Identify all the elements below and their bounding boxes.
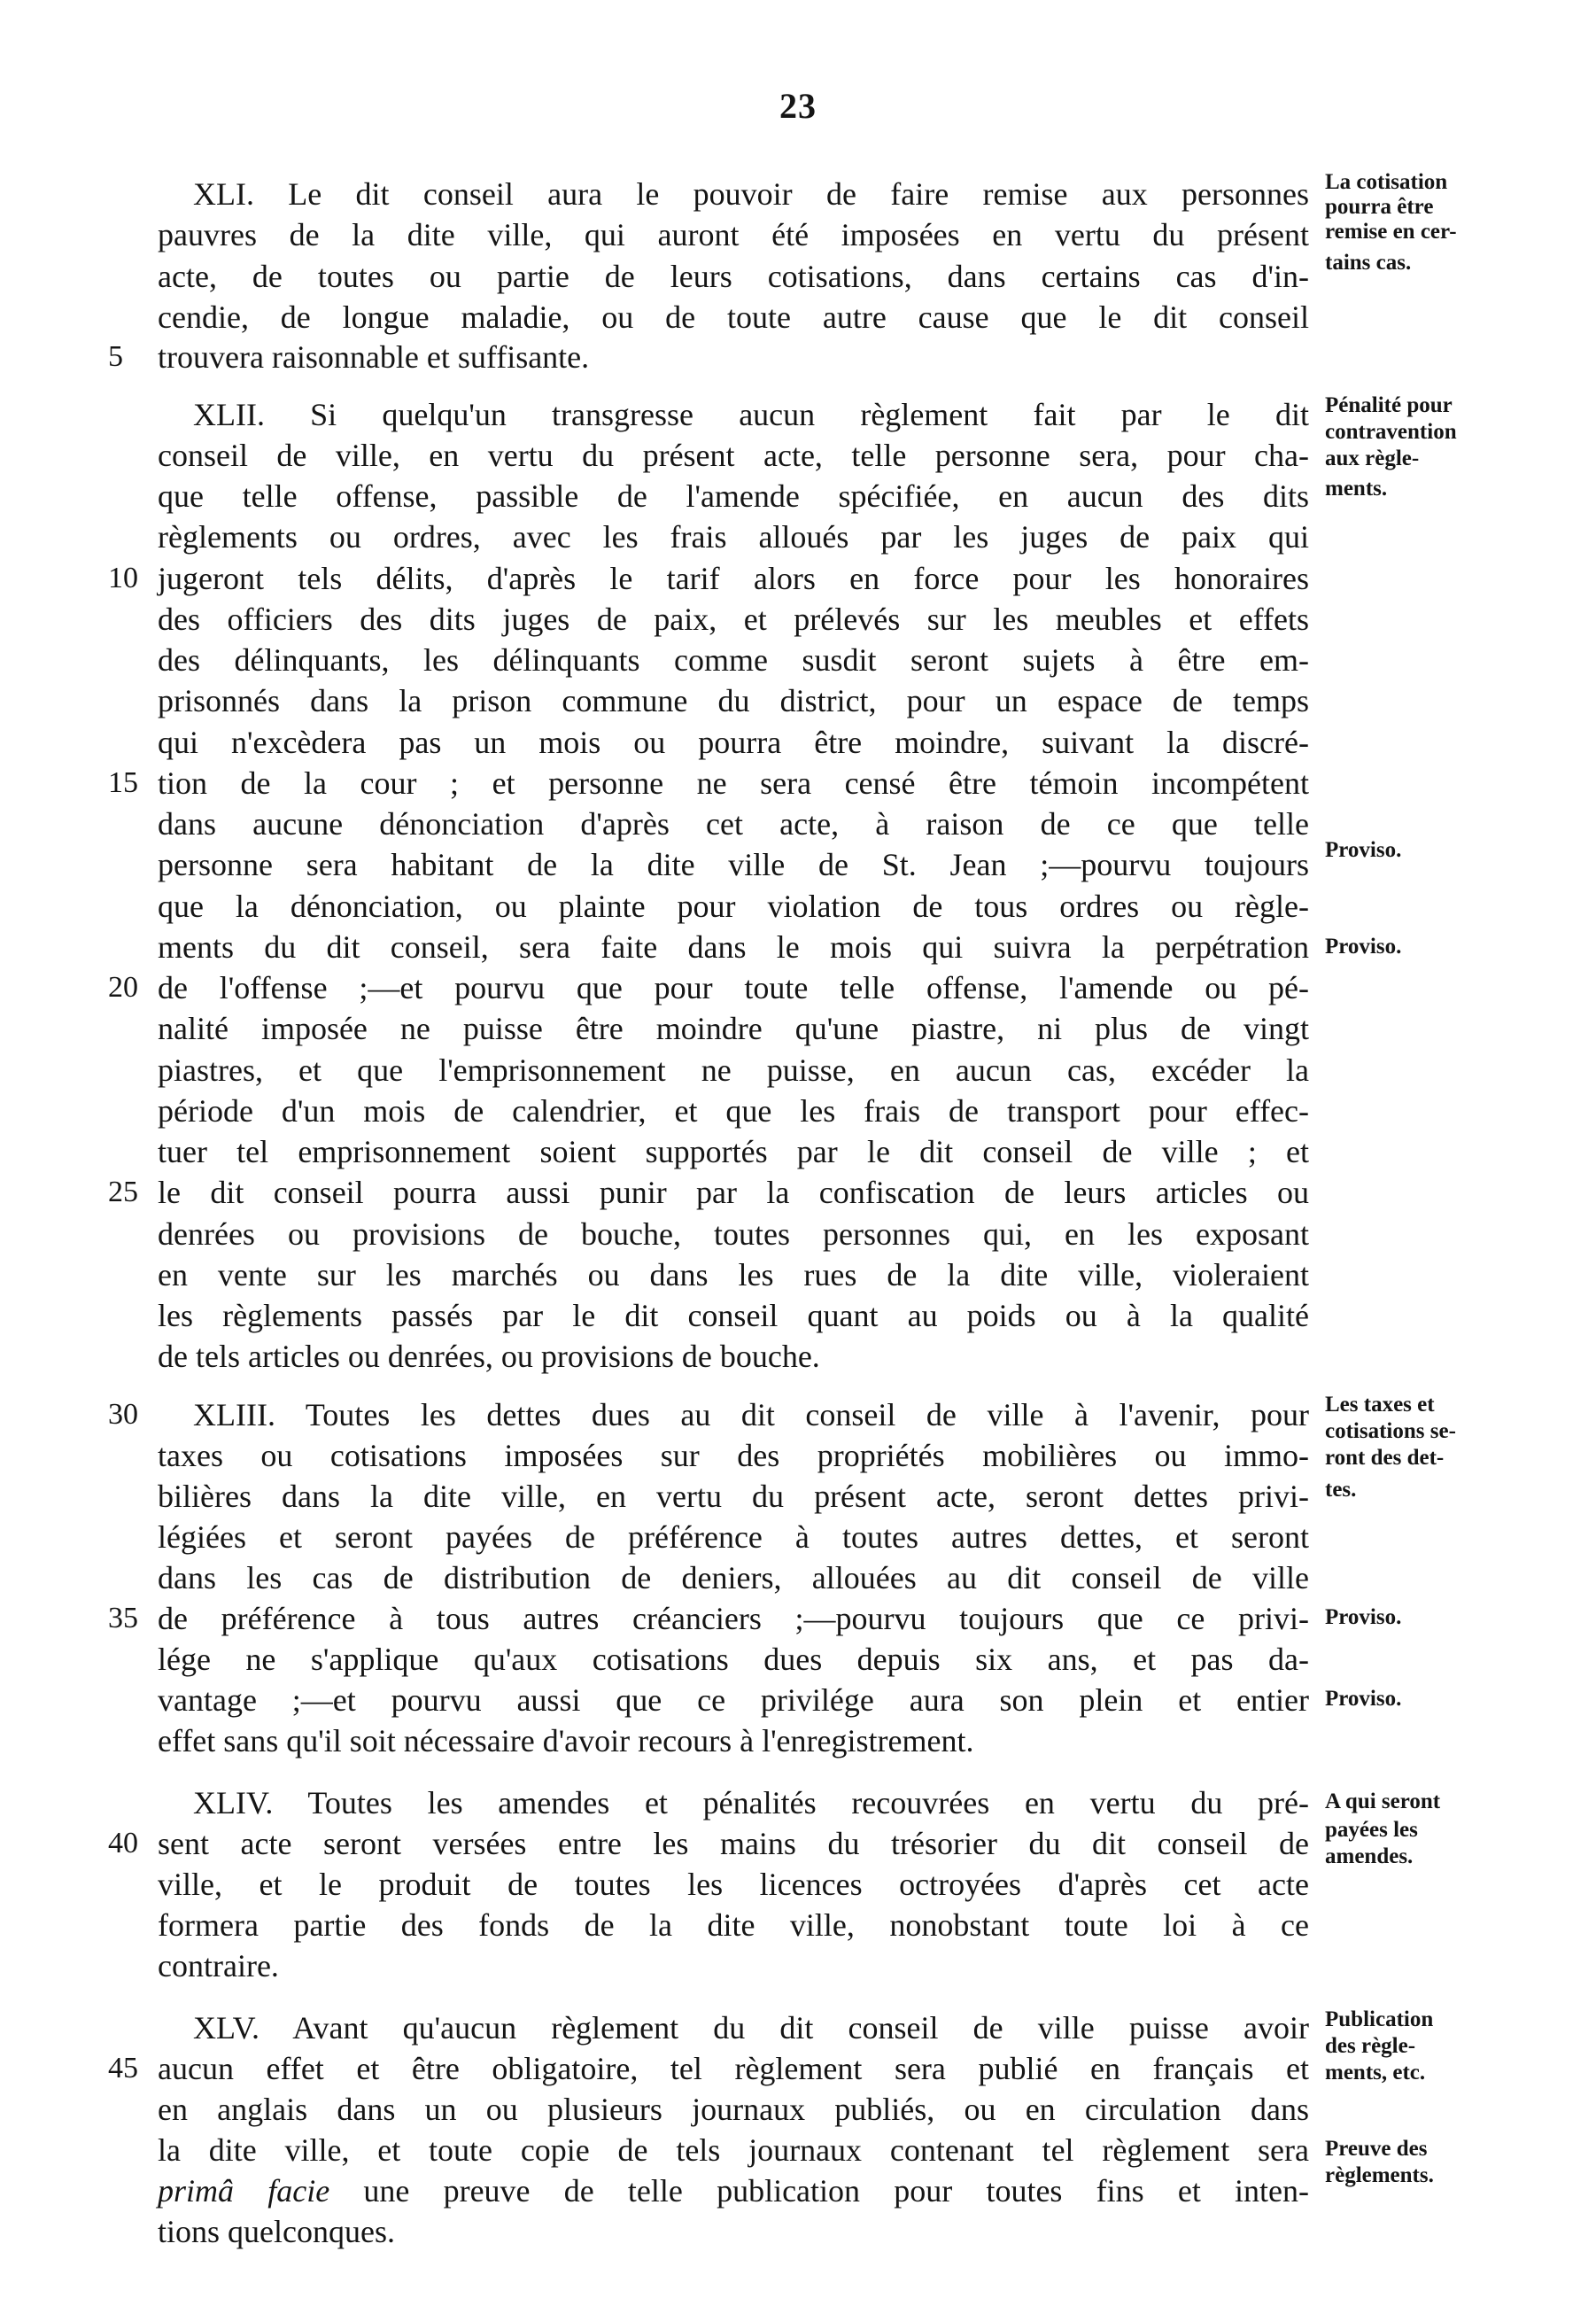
margin-note: Publication: [1325, 2007, 1434, 2031]
text-line: denrées ou provisions de bouche, toutes personnes qui, en les exposant: [158, 1216, 1309, 1252]
line-number: 25: [108, 1176, 138, 1208]
text-line: formera partie des fonds de la dite ville, nonobstant toute loi à ce: [158, 1907, 1309, 1943]
text-line: tuer tel emprisonnement soient supportés par le dit conseil de ville ; et: [158, 1134, 1309, 1169]
line-number: 15: [108, 766, 138, 799]
margin-note: Proviso.: [1325, 1605, 1402, 1629]
text-line: lége ne s'applique qu'aux cotisations dues depuis six ans, et pas da-: [158, 1642, 1309, 1677]
text-line: le dit conseil pourra aussi punir par la confiscation de leurs articles ou: [158, 1175, 1309, 1210]
text-line: en anglais dans un ou plusieurs journaux publiés, ou en circulation dans: [158, 2092, 1309, 2127]
margin-note: aux règle-: [1325, 446, 1420, 470]
text-line: prisonnés dans la prison commune du district, pour un espace de temps: [158, 683, 1309, 718]
margin-note: ront des det-: [1325, 1446, 1445, 1470]
text-line: légiées et seront payées de préférence à toutes autres dettes, et seront: [158, 1519, 1309, 1555]
text-line: XLIII. Toutes les dettes dues au dit conseil de ville à l'avenir, pour: [193, 1397, 1309, 1432]
line-number: 35: [108, 1602, 138, 1634]
margin-note: ments.: [1325, 477, 1388, 501]
text-line: que la dénonciation, ou plainte pour violation de tous ordres ou règle-: [158, 889, 1309, 924]
line-number: 45: [108, 2052, 138, 2085]
text-line: piastres, et que l'emprisonnement ne puisse, en aucun cas, excéder la: [158, 1052, 1309, 1088]
text-line: bilières dans la dite ville, en vertu du présent acte, seront dettes privi-: [158, 1479, 1309, 1514]
line-number: 20: [108, 971, 138, 1004]
line-number: 5: [108, 340, 123, 373]
text-line: personne sera habitant de la dite ville de St. Jean ;—pourvu toujours: [158, 847, 1309, 882]
text-line: de l'offense ;—et pourvu que pour toute telle offense, l'amende ou pé-: [158, 970, 1309, 1005]
text-line: des délinquants, les délinquants comme susdit seront sujets à être em-: [158, 642, 1309, 678]
text-line: contraire.: [158, 1948, 279, 1984]
margin-note: amendes.: [1325, 1844, 1414, 1868]
text-line: conseil de ville, en vertu du présent acte, telle personne sera, pour cha-: [158, 438, 1309, 473]
margin-note: tes.: [1325, 1478, 1357, 1502]
text-line: dans les cas de distribution de deniers, allouées au dit conseil de ville: [158, 1560, 1309, 1595]
text-line: tion de la cour ; et personne ne sera censé être témoin incompétent: [158, 765, 1309, 801]
line-number: 40: [108, 1827, 138, 1859]
line-number: 30: [108, 1398, 138, 1431]
page-number: 23: [779, 86, 817, 126]
margin-note: Preuve des: [1325, 2137, 1428, 2161]
margin-note: contravention: [1325, 420, 1457, 444]
latin-phrase: primâ facie: [158, 2173, 330, 2209]
text-line: acte, de toutes ou partie de leurs cotisations, dans certains cas d'in-: [158, 259, 1309, 294]
text-line: ville, et le produit de toutes les licences octroyées d'après cet acte: [158, 1867, 1309, 1902]
text-line: pauvres de la dite ville, qui auront été imposées en vertu du présent: [158, 217, 1309, 252]
margin-note: payées les: [1325, 1818, 1418, 1842]
text-line: règlements ou ordres, avec les frais alloués par les juges de paix qui: [158, 519, 1309, 555]
margin-note: tains cas.: [1325, 251, 1412, 275]
text-line: [158, 2169, 1309, 2213]
text-line: période d'un mois de calendrier, et que les frais de transport pour effec-: [158, 1093, 1309, 1129]
text-line: que telle offense, passible de l'amende spécifiée, en aucun des dits: [158, 478, 1309, 514]
text-line: de préférence à tous autres créanciers ;—pourvu toujours que ce privi-: [158, 1601, 1309, 1636]
text-line: des officiers des dits juges de paix, et prélevés sur les meubles et effets: [158, 602, 1309, 637]
text-line: jugeront tels délits, d'après le tarif alors en force pour les honoraires: [158, 561, 1309, 596]
text-line: dans aucune dénonciation d'après cet acte, à raison de ce que telle: [158, 806, 1309, 842]
text-line: trouvera raisonnable et suffisante.: [158, 339, 590, 375]
text-line: vantage ;—et pourvu aussi que ce privilége aura son plein et entier: [158, 1682, 1309, 1718]
margin-note: Proviso.: [1325, 935, 1402, 959]
margin-note: règlements.: [1325, 2163, 1434, 2187]
text-line: la dite ville, et toute copie de tels journaux contenant tel règlement sera: [158, 2132, 1309, 2168]
margin-note: cotisations se-: [1325, 1419, 1456, 1443]
line-number: 10: [108, 562, 138, 594]
text-line: les règlements passés par le dit conseil quant au poids ou à la qualité: [158, 1298, 1309, 1333]
text-line: ments du dit conseil, sera faite dans le mois qui suivra la perpétration: [158, 929, 1309, 965]
margin-note: ments, etc.: [1325, 2061, 1426, 2085]
margin-note: Pénalité pour: [1325, 393, 1453, 417]
text-line: en vente sur les marchés ou dans les rues de la dite ville, violeraient: [158, 1257, 1309, 1293]
margin-note: La cotisation: [1325, 170, 1448, 194]
margin-note: pourra être: [1325, 195, 1434, 219]
text-line: cendie, de longue maladie, ou de toute autre cause que le dit conseil: [158, 299, 1309, 335]
text-line: tions quelconques.: [158, 2214, 395, 2249]
text-line: aucun effet et être obligatoire, tel règlement sera publié en français et: [158, 2051, 1309, 2086]
margin-note: remise en cer-: [1325, 220, 1457, 244]
text-line: nalité imposée ne puisse être moindre qu'une piastre, ni plus de vingt: [158, 1011, 1309, 1046]
margin-note: Les taxes et: [1325, 1393, 1435, 1417]
text-line: XLV. Avant qu'aucun règlement du dit conseil de ville puisse avoir: [193, 2010, 1309, 2046]
text-line: XLII. Si quelqu'un transgresse aucun règlement fait par le dit: [193, 397, 1309, 432]
margin-note: A qui seront: [1325, 1789, 1441, 1813]
text-line: sent acte seront versées entre les mains du trésorier du dit conseil de: [158, 1826, 1309, 1861]
margin-note: Proviso.: [1325, 1687, 1402, 1711]
text-line: XLIV. Toutes les amendes et pénalités recouvrées en vertu du pré-: [193, 1785, 1309, 1821]
text-line: de tels articles ou denrées, ou provisions de bouche.: [158, 1339, 820, 1374]
margin-note: Proviso.: [1325, 838, 1402, 862]
margin-note: des règle-: [1325, 2034, 1416, 2058]
text-line: XLI. Le dit conseil aura le pouvoir de faire remise aux personnes: [193, 176, 1309, 212]
text-line: taxes ou cotisations imposées sur des propriétés mobilières ou immo-: [158, 1438, 1309, 1473]
text-line: qui n'excèdera pas un mois ou pourra être moindre, suivant la discré-: [158, 725, 1309, 760]
text-span: une preuve de telle publication pour toutes fins et inten-: [329, 2173, 1309, 2209]
text-line: effet sans qu'il soit nécessaire d'avoir recours à l'enregistrement.: [158, 1723, 974, 1758]
